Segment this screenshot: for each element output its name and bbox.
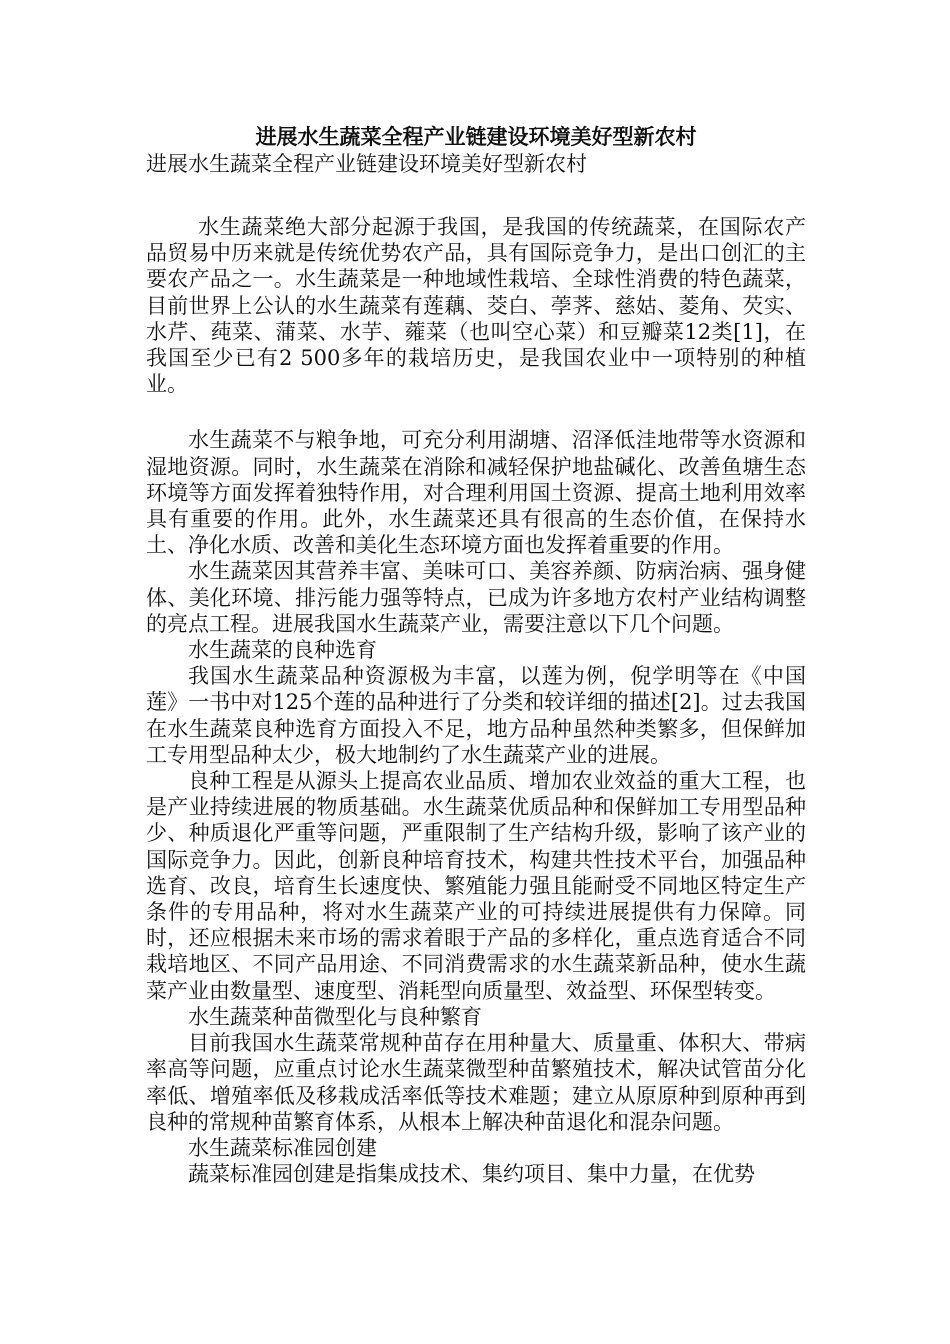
spacer [146,397,806,427]
paragraph-seed-project: 良种工程是从源头上提高农业品质、增加农业效益的重大工程，也是产业持续进展的物质基础。水生蔬菜优质品种和保鲜加工专用型品种少、种质退化严重等问题，严重限制了生产结构升级，影响了该产业的国际竞争力。因此，创新良种培育技术，构建共性技术平台，加强品种选育、改良，培育生长速度快、繁殖能力强且能耐受不同地区特定生产条件的专用品种，将对水生蔬菜产业的可持续进展提供有力保障。同时，还应根据未来市场的需求着眼于产品的多样化，重点选育适合不同栽培地区、不同产品用途、不同消费需求的水生蔬菜新品种，使水生蔬菜产业由数量型、速度型、消耗型向质量型、效益型、环保型转变。 [146,769,806,1003]
document-title: 进展水生蔬菜全程产业链建设环境美好型新农村 [255,124,697,149]
paragraph-standard-garden: 蔬菜标准园创建是指集成技术、集约项目、集中力量，在优势 [188,1162,755,1187]
paragraph-resources: 我国水生蔬菜品种资源极为丰富，以莲为例，倪学明等在《中国莲》一书中对125个莲的品种进行了分类和较详细的描述[2]。过去我国在水生蔬菜良种选育方面投入不足，地方品种虽然种类繁多，但保鲜加工专用型品种太少，极大地制约了水生蔬菜产业的进展。 [146,664,806,767]
document-subtitle: 进展水生蔬菜全程产业链建设环境美好型新农村 [146,152,587,176]
paragraph-ecology: 水生蔬菜不与粮争地，可充分利用湖塘、沼泽低洼地带等水资源和湿地资源。同时，水生蔬菜在消除和减轻保护地盐碱化、改善鱼塘生态环境等方面发挥着独特作用，对合理利用国土资源、提高土地利用效率具有重要的作用。此外，水生蔬菜还具有很高的生态价值，在保持水土、净化水质、改善和美化生态环境方面也发挥着重要的作用。 [146,428,806,558]
spacer [146,178,806,214]
section-heading-standard-garden: 水生蔬菜标准园创建 [188,1135,377,1160]
section-heading-breeding: 水生蔬菜的良种选育 [188,638,377,663]
document-body [146,124,806,1187]
paragraph-intro: 水生蔬菜绝大部分起源于我国，是我国的传统蔬菜，在国际农产品贸易中历来就是传统优势农产品，具有国际竞争力，是出口创汇的主要农产品之一。水生蔬菜是一种地域性栽培、全球性消费的特色蔬菜，目前世界上公认的水生蔬菜有莲藕、茭白、荸荠、慈姑、菱角、芡实、水芹、莼菜、蒲菜、水芋、蕹菜（也叫空心菜）和豆瓣菜12类[1]，在我国至少已有2 500多年的栽培历史，是我国农业中一项特别的种植业。 [146,215,806,397]
paragraph-seedling: 目前我国水生蔬菜常规种苗存在用种量大、质量重、体积大、带病率高等问题，应重点讨论水生蔬菜微型种苗繁殖技术，解决试管苗分化率低、增殖率低及移栽成活率低等技术难题；建立从原原种到原种再到良种的常规种苗繁育体系，从根本上解决种苗退化和混杂问题。 [146,1031,806,1134]
paragraph-features: 水生蔬菜因其营养丰富、美味可口、美容养颜、防病治病、强身健体、美化环境、排污能力强等特点，已成为许多地方农村产业结构调整的亮点工程。进展我国水生蔬菜产业，需要注意以下几个问题。 [146,559,806,636]
section-heading-seedling: 水生蔬菜种苗微型化与良种繁育 [188,1004,482,1029]
